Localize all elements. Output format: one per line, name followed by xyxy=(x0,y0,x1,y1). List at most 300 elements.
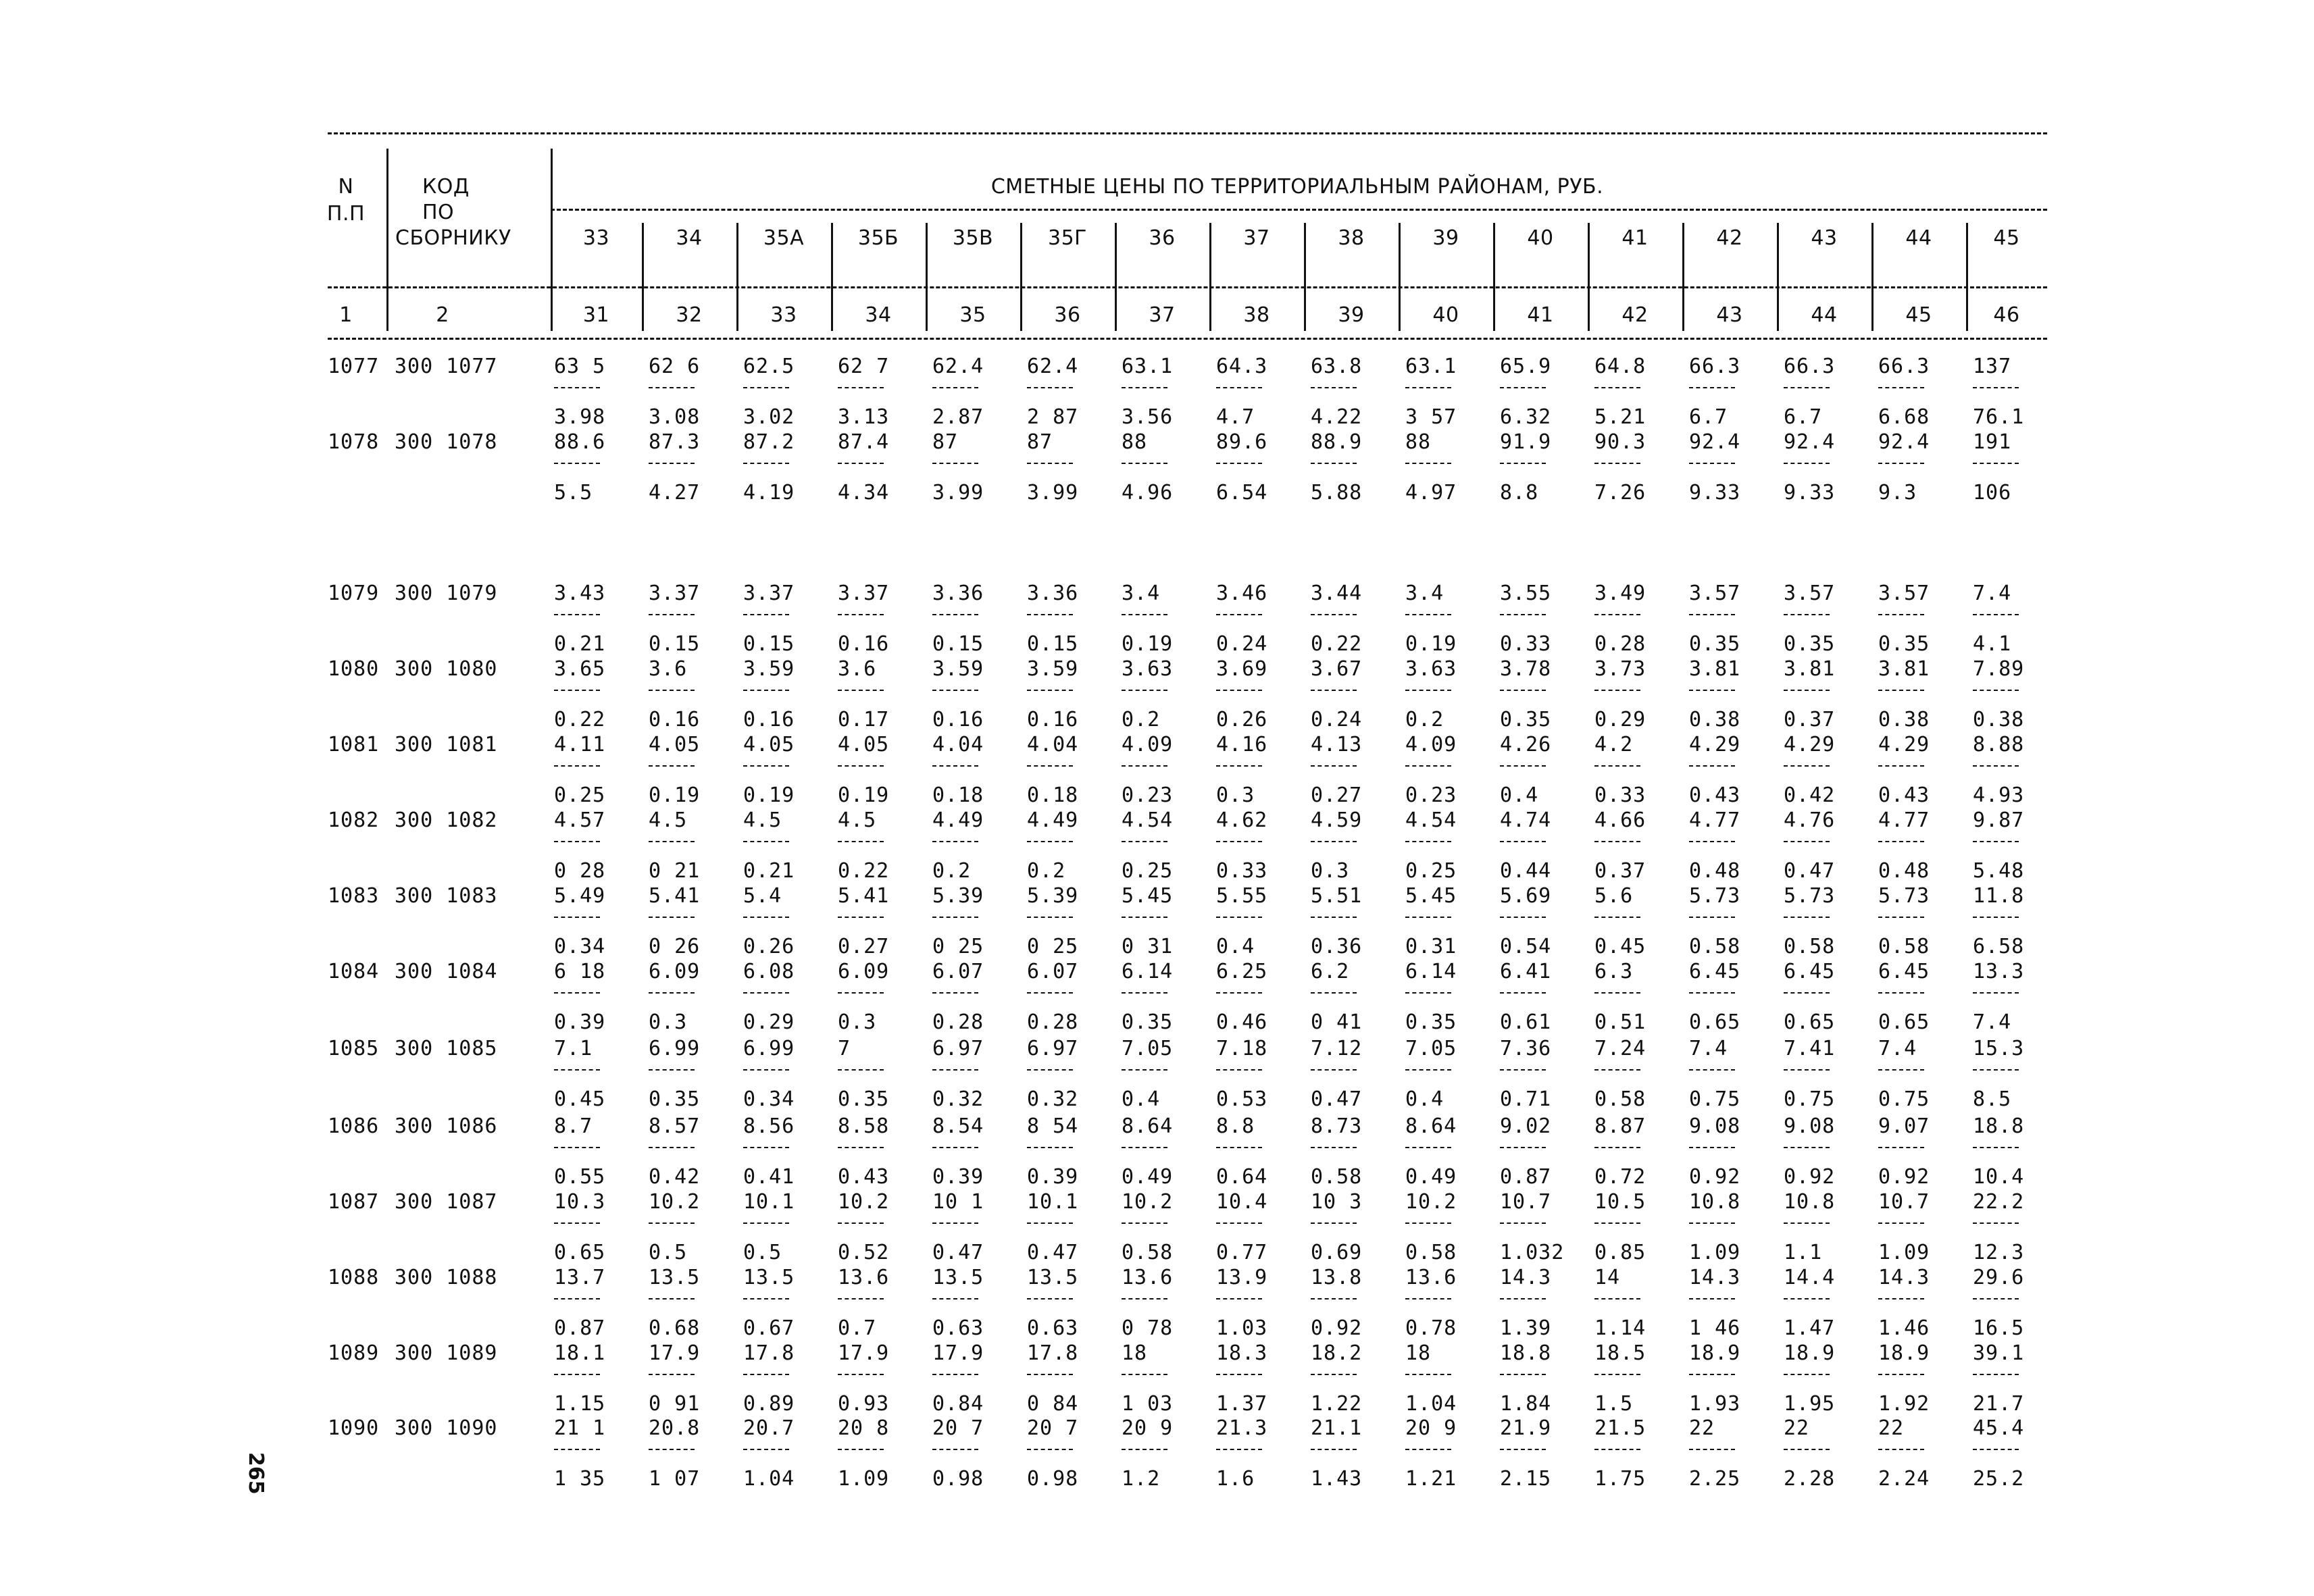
fraction-bar xyxy=(1311,1069,1357,1071)
header-separator xyxy=(1304,223,1306,331)
cell-lower: 0.23 xyxy=(1405,783,1457,807)
cell-upper: 4.13 xyxy=(1311,733,1363,756)
cell-lower: 0.16 xyxy=(1027,708,1079,731)
cell-lower: 0.2 xyxy=(1122,708,1161,731)
row-number: 1088 xyxy=(328,1266,380,1289)
cell-upper: 8.73 xyxy=(1311,1114,1363,1138)
header-mid-rule xyxy=(328,286,2047,288)
fraction-bar xyxy=(554,917,600,918)
header-po-label: ПО xyxy=(422,201,455,224)
cell-upper: 10.2 xyxy=(838,1190,890,1214)
cell-lower: 0.58 xyxy=(1689,935,1741,958)
header-bottom-rule xyxy=(328,338,2047,340)
fraction-bar xyxy=(1311,992,1357,994)
header-colnum: 43 xyxy=(1716,303,1743,327)
fraction-bar xyxy=(1500,841,1546,842)
cell-lower: 0.37 xyxy=(1594,859,1646,883)
fraction-bar xyxy=(554,690,600,691)
cell-upper: 7.36 xyxy=(1500,1037,1552,1060)
fraction-bar xyxy=(1216,1298,1262,1299)
cell-upper: 6.45 xyxy=(1784,960,1836,983)
header-separator xyxy=(926,223,928,331)
cell-lower: 3.99 xyxy=(1027,481,1079,505)
fraction-bar xyxy=(1689,614,1735,615)
fraction-bar xyxy=(554,992,600,994)
cell-upper: 4.09 xyxy=(1122,733,1174,756)
cell-upper: 64.8 xyxy=(1594,355,1646,378)
fraction-bar xyxy=(554,614,600,615)
cell-lower: 0.84 xyxy=(932,1392,984,1416)
fraction-bar xyxy=(1784,1449,1830,1450)
cell-upper: 7.4 xyxy=(1973,582,2012,605)
fraction-bar xyxy=(838,917,884,918)
cell-lower: 0.58 xyxy=(1878,935,1930,958)
cell-lower: 0.43 xyxy=(1878,783,1930,807)
cell-upper: 64.3 xyxy=(1216,355,1268,378)
fraction-bar xyxy=(1405,387,1451,388)
cell-lower: 0.4 xyxy=(1216,935,1255,958)
cell-upper: 7.41 xyxy=(1784,1037,1836,1060)
cell-upper: 29.6 xyxy=(1973,1266,2025,1289)
cell-upper: 8.57 xyxy=(649,1114,701,1138)
cell-lower: 0.4 xyxy=(1122,1087,1161,1111)
fraction-bar xyxy=(1311,614,1357,615)
cell-lower: 0.2 xyxy=(1405,708,1444,731)
fraction-bar xyxy=(1878,1298,1924,1299)
cell-upper: 4.54 xyxy=(1405,808,1457,832)
fraction-bar xyxy=(1122,387,1167,388)
cell-upper: 15.3 xyxy=(1973,1037,2025,1060)
cell-lower: 0.35 xyxy=(1405,1010,1457,1034)
cell-lower: 0.21 xyxy=(554,632,606,656)
cell-lower: 0.34 xyxy=(554,935,606,958)
header-colnum: 37 xyxy=(1149,303,1176,327)
cell-lower: 3.02 xyxy=(743,405,795,429)
cell-upper: 3.49 xyxy=(1594,582,1646,605)
fraction-bar xyxy=(1784,1374,1830,1375)
cell-lower: 25.2 xyxy=(1973,1467,2025,1491)
header-separator xyxy=(386,149,388,331)
row-number: 1082 xyxy=(328,808,380,832)
fraction-bar xyxy=(838,387,884,388)
cell-upper: 6.97 xyxy=(1027,1037,1079,1060)
cell-lower: 0.58 xyxy=(1784,935,1836,958)
header-pp-label: П.П xyxy=(326,202,366,226)
fraction-bar xyxy=(1878,1069,1924,1071)
cell-upper: 3.57 xyxy=(1878,582,1930,605)
fraction-bar xyxy=(1500,1374,1546,1375)
cell-upper: 10.2 xyxy=(649,1190,701,1214)
fraction-bar xyxy=(1689,1069,1735,1071)
cell-lower: 0.67 xyxy=(743,1316,795,1340)
cell-lower: 0.25 xyxy=(1122,859,1174,883)
cell-upper: 4.49 xyxy=(932,808,984,832)
fraction-bar xyxy=(1122,690,1167,691)
fraction-bar xyxy=(1216,992,1262,994)
fraction-bar xyxy=(1878,917,1924,918)
cell-upper: 3.4 xyxy=(1405,582,1444,605)
cell-upper: 62 7 xyxy=(838,355,890,378)
fraction-bar xyxy=(649,917,695,918)
cell-upper: 63.1 xyxy=(1405,355,1457,378)
cell-upper: 10.4 xyxy=(1216,1190,1268,1214)
cell-upper: 87.4 xyxy=(838,430,890,454)
cell-upper: 18.9 xyxy=(1878,1341,1930,1365)
fraction-bar xyxy=(1594,463,1640,464)
cell-upper: 6.45 xyxy=(1689,960,1741,983)
cell-upper: 18.5 xyxy=(1594,1341,1646,1365)
cell-lower: 3.13 xyxy=(838,405,890,429)
cell-upper: 22 xyxy=(1878,1416,1905,1440)
cell-lower: 0.28 xyxy=(1594,632,1646,656)
cell-upper: 8.7 xyxy=(554,1114,593,1138)
cell-lower: 0.26 xyxy=(1216,708,1268,731)
fraction-bar xyxy=(1973,1147,2019,1148)
cell-upper: 3.46 xyxy=(1216,582,1268,605)
cell-upper: 5.73 xyxy=(1689,884,1741,908)
cell-upper: 7.4 xyxy=(1689,1037,1728,1060)
cell-upper: 10.1 xyxy=(1027,1190,1079,1214)
fraction-bar xyxy=(1594,1069,1640,1071)
fraction-bar xyxy=(743,917,789,918)
cell-lower: 0.19 xyxy=(1122,632,1174,656)
row-number: 1089 xyxy=(328,1341,380,1365)
row-number: 1085 xyxy=(328,1037,380,1060)
cell-upper: 5.73 xyxy=(1878,884,1930,908)
cell-lower: 0.35 xyxy=(1784,632,1836,656)
cell-upper: 62.4 xyxy=(932,355,984,378)
cell-lower: 0.71 xyxy=(1500,1087,1552,1111)
fraction-bar xyxy=(649,614,695,615)
fraction-bar xyxy=(1500,765,1546,767)
header-colnum: 1 xyxy=(339,303,353,327)
cell-lower: 0.34 xyxy=(743,1087,795,1111)
fraction-bar xyxy=(932,1374,978,1375)
cell-upper: 20.8 xyxy=(649,1416,701,1440)
cell-lower: 0 25 xyxy=(932,935,984,958)
fraction-bar xyxy=(1594,1147,1640,1148)
row-code: 300 1080 xyxy=(395,657,498,681)
cell-upper: 17.8 xyxy=(1027,1341,1079,1365)
cell-upper: 9.02 xyxy=(1500,1114,1552,1138)
fraction-bar xyxy=(1405,690,1451,691)
cell-upper: 4.29 xyxy=(1878,733,1930,756)
fraction-bar xyxy=(1027,690,1073,691)
row-code: 300 1087 xyxy=(395,1190,498,1214)
cell-upper: 3.36 xyxy=(932,582,984,605)
cell-lower: 0.22 xyxy=(554,708,606,731)
fraction-bar xyxy=(743,690,789,691)
fraction-bar xyxy=(1594,1374,1640,1375)
cell-upper: 8.54 xyxy=(932,1114,984,1138)
fraction-bar xyxy=(649,1298,695,1299)
cell-lower: 1 07 xyxy=(649,1467,701,1491)
fraction-bar xyxy=(1594,765,1640,767)
header-district-12: 42 xyxy=(1716,226,1743,250)
fraction-bar xyxy=(1122,992,1167,994)
cell-lower: 0.63 xyxy=(1027,1316,1079,1340)
cell-lower: 0.19 xyxy=(1405,632,1457,656)
fraction-bar xyxy=(1027,917,1073,918)
cell-upper: 6.07 xyxy=(1027,960,1079,983)
cell-lower: 2.25 xyxy=(1689,1467,1741,1491)
cell-upper: 7.24 xyxy=(1594,1037,1646,1060)
cell-upper: 5.45 xyxy=(1405,884,1457,908)
cell-upper: 14.3 xyxy=(1689,1266,1741,1289)
fraction-bar xyxy=(1311,1298,1357,1299)
fraction-bar xyxy=(1784,1147,1830,1148)
cell-lower: 0.4 xyxy=(1500,783,1539,807)
cell-upper: 14.3 xyxy=(1500,1266,1552,1289)
cell-upper: 6.2 xyxy=(1311,960,1350,983)
cell-lower: 0.92 xyxy=(1784,1165,1836,1189)
cell-lower: 0.18 xyxy=(932,783,984,807)
cell-lower: 1.47 xyxy=(1784,1316,1836,1340)
cell-lower: 0.75 xyxy=(1878,1087,1930,1111)
cell-lower: 0.64 xyxy=(1216,1165,1268,1189)
fraction-bar xyxy=(649,690,695,691)
header-kod-label: КОД xyxy=(422,175,470,199)
cell-upper: 39.1 xyxy=(1973,1341,2025,1365)
cell-upper: 91.9 xyxy=(1500,430,1552,454)
cell-lower: 0.72 xyxy=(1594,1165,1646,1189)
cell-upper: 6.08 xyxy=(743,960,795,983)
cell-upper: 10 3 xyxy=(1311,1190,1363,1214)
fraction-bar xyxy=(1973,992,2019,994)
fraction-bar xyxy=(1405,917,1451,918)
cell-lower: 0.43 xyxy=(1689,783,1741,807)
cell-upper: 3.81 xyxy=(1689,657,1741,681)
cell-upper: 3.65 xyxy=(554,657,606,681)
header-colnum: 34 xyxy=(865,303,892,327)
header-colnum: 41 xyxy=(1527,303,1554,327)
cell-upper: 3.69 xyxy=(1216,657,1268,681)
cell-lower: 0.47 xyxy=(1027,1241,1079,1264)
cell-upper: 4.54 xyxy=(1122,808,1174,832)
cell-lower: 0.35 xyxy=(649,1087,701,1111)
cell-upper: 4.05 xyxy=(743,733,795,756)
cell-lower: 0.65 xyxy=(1878,1010,1930,1034)
fraction-bar xyxy=(554,387,600,388)
header-district-10: 40 xyxy=(1527,226,1554,250)
fraction-bar xyxy=(1784,1069,1830,1071)
cell-lower: 0.68 xyxy=(649,1316,701,1340)
cell-upper: 10.1 xyxy=(743,1190,795,1214)
row-number: 1084 xyxy=(328,960,380,983)
fraction-bar xyxy=(1027,992,1073,994)
cell-lower: 1.92 xyxy=(1878,1392,1930,1416)
cell-lower: 1.43 xyxy=(1311,1467,1363,1491)
header-district-3: 35Б xyxy=(857,226,899,250)
cell-lower: 9.33 xyxy=(1689,481,1741,505)
fraction-bar xyxy=(1311,917,1357,918)
fraction-bar xyxy=(1689,387,1735,388)
cell-lower: 6.32 xyxy=(1500,405,1552,429)
fraction-bar xyxy=(838,1374,884,1375)
cell-upper: 5.69 xyxy=(1500,884,1552,908)
cell-lower: 0.46 xyxy=(1216,1010,1268,1034)
cell-upper: 10.7 xyxy=(1878,1190,1930,1214)
fraction-bar xyxy=(932,614,978,615)
cell-lower: 0.41 xyxy=(743,1165,795,1189)
cell-lower: 8.8 xyxy=(1500,481,1539,505)
cell-lower: 16.5 xyxy=(1973,1316,2025,1340)
fraction-bar xyxy=(1594,917,1640,918)
header-separator xyxy=(1209,223,1211,331)
fraction-bar xyxy=(1027,1449,1073,1450)
cell-lower: 1.95 xyxy=(1784,1392,1836,1416)
cell-upper: 6.07 xyxy=(932,960,984,983)
cell-lower: 0.19 xyxy=(743,783,795,807)
cell-lower: 106 xyxy=(1973,481,2012,505)
cell-lower: 0 84 xyxy=(1027,1392,1079,1416)
fraction-bar xyxy=(554,1374,600,1375)
cell-lower: 21.7 xyxy=(1973,1392,2025,1416)
fraction-bar xyxy=(1594,841,1640,842)
fraction-bar xyxy=(1689,1449,1735,1450)
cell-upper: 5.49 xyxy=(554,884,606,908)
cell-upper: 18.9 xyxy=(1689,1341,1741,1365)
cell-lower: 4.22 xyxy=(1311,405,1363,429)
header-separator xyxy=(1493,223,1495,331)
fraction-bar xyxy=(1878,841,1924,842)
cell-lower: 0.3 xyxy=(1216,783,1255,807)
cell-lower: 6.54 xyxy=(1216,481,1268,505)
cell-lower: 12.3 xyxy=(1973,1241,2025,1264)
cell-upper: 6.99 xyxy=(649,1037,701,1060)
row-code: 300 1083 xyxy=(395,884,498,908)
cell-lower: 0.38 xyxy=(1689,708,1741,731)
fraction-bar xyxy=(1878,1222,1924,1224)
header-separator xyxy=(1115,223,1117,331)
fraction-bar xyxy=(1594,387,1640,388)
cell-lower: 0.65 xyxy=(1689,1010,1741,1034)
cell-upper: 65.9 xyxy=(1500,355,1552,378)
row-number: 1083 xyxy=(328,884,380,908)
row-number: 1081 xyxy=(328,733,380,756)
cell-lower: 0.54 xyxy=(1500,935,1552,958)
fraction-bar xyxy=(743,1069,789,1071)
cell-upper: 13.5 xyxy=(743,1266,795,1289)
cell-upper: 87.3 xyxy=(649,430,701,454)
cell-lower: 1.21 xyxy=(1405,1467,1457,1491)
cell-lower: 1.22 xyxy=(1311,1392,1363,1416)
fraction-bar xyxy=(1689,1147,1735,1148)
header-top-rule xyxy=(328,132,2047,134)
fraction-bar xyxy=(1311,1374,1357,1375)
fraction-bar xyxy=(1216,841,1262,842)
fraction-bar xyxy=(932,765,978,767)
row-number: 1086 xyxy=(328,1114,380,1138)
fraction-bar xyxy=(554,1069,600,1071)
cell-upper: 3.67 xyxy=(1311,657,1363,681)
cell-upper: 3.57 xyxy=(1689,582,1741,605)
cell-lower: 2.28 xyxy=(1784,1467,1836,1491)
fraction-bar xyxy=(1973,1222,2019,1224)
fraction-bar xyxy=(649,387,695,388)
cell-upper: 8.64 xyxy=(1122,1114,1174,1138)
cell-lower: 2 87 xyxy=(1027,405,1079,429)
cell-upper: 3.6 xyxy=(649,657,688,681)
header-colnum: 35 xyxy=(959,303,986,327)
fraction-bar xyxy=(1784,690,1830,691)
cell-upper: 5.6 xyxy=(1594,884,1634,908)
header-colnum: 45 xyxy=(1905,303,1932,327)
cell-upper: 4.29 xyxy=(1689,733,1741,756)
cell-lower: 0.15 xyxy=(743,632,795,656)
cell-lower: 0.22 xyxy=(1311,632,1363,656)
cell-upper: 4.05 xyxy=(838,733,890,756)
cell-upper: 3.73 xyxy=(1594,657,1646,681)
cell-lower: 1.37 xyxy=(1216,1392,1268,1416)
cell-lower: 0.75 xyxy=(1784,1087,1836,1111)
cell-lower: 0.22 xyxy=(838,859,890,883)
cell-lower: 0.42 xyxy=(1784,783,1836,807)
header-separator xyxy=(551,149,553,331)
cell-lower: 0.53 xyxy=(1216,1087,1268,1111)
cell-upper: 5.41 xyxy=(838,884,890,908)
fraction-bar xyxy=(1500,992,1546,994)
fraction-bar xyxy=(1500,1222,1546,1224)
fraction-bar xyxy=(1500,1069,1546,1071)
cell-upper: 20 7 xyxy=(932,1416,984,1440)
cell-lower: 0.26 xyxy=(743,935,795,958)
cell-upper: 4.62 xyxy=(1216,808,1268,832)
cell-upper: 63 5 xyxy=(554,355,606,378)
fraction-bar xyxy=(1973,841,2019,842)
fraction-bar xyxy=(554,1147,600,1148)
fraction-bar xyxy=(1500,387,1546,388)
cell-upper: 17.8 xyxy=(743,1341,795,1365)
header-colnum: 2 xyxy=(436,303,449,327)
header-separator xyxy=(831,223,833,331)
cell-lower: 76.1 xyxy=(1973,405,2025,429)
cell-upper: 10.3 xyxy=(554,1190,606,1214)
fraction-bar xyxy=(1311,690,1357,691)
cell-upper: 3.43 xyxy=(554,582,606,605)
cell-upper: 4.04 xyxy=(932,733,984,756)
cell-lower: 0.3 xyxy=(1311,859,1350,883)
cell-lower: 4.97 xyxy=(1405,481,1457,505)
cell-upper: 4.5 xyxy=(743,808,782,832)
fraction-bar xyxy=(1027,765,1073,767)
cell-upper: 18.1 xyxy=(554,1341,606,1365)
cell-upper: 9.07 xyxy=(1878,1114,1930,1138)
cell-lower: 6.7 xyxy=(1689,405,1728,429)
header-separator xyxy=(736,223,738,331)
cell-upper: 3.37 xyxy=(838,582,890,605)
fraction-bar xyxy=(1878,992,1924,994)
row-number: 1079 xyxy=(328,582,380,605)
header-district-15: 45 xyxy=(1993,226,2020,250)
cell-lower: 0.58 xyxy=(1594,1087,1646,1111)
cell-lower: 1.04 xyxy=(743,1467,795,1491)
cell-upper: 4.77 xyxy=(1689,808,1741,832)
cell-upper: 88 xyxy=(1122,430,1148,454)
cell-upper: 13.7 xyxy=(554,1266,606,1289)
fraction-bar xyxy=(1122,614,1167,615)
fraction-bar xyxy=(1027,1374,1073,1375)
cell-upper: 8.87 xyxy=(1594,1114,1646,1138)
cell-upper: 88 xyxy=(1405,430,1432,454)
fraction-bar xyxy=(1122,841,1167,842)
cell-upper: 137 xyxy=(1973,355,2012,378)
fraction-bar xyxy=(1689,1298,1735,1299)
cell-upper: 18 xyxy=(1405,1341,1432,1365)
cell-lower: 1.46 xyxy=(1878,1316,1930,1340)
cell-lower: 0.58 xyxy=(1311,1165,1363,1189)
cell-lower: 4.1 xyxy=(1973,632,2012,656)
